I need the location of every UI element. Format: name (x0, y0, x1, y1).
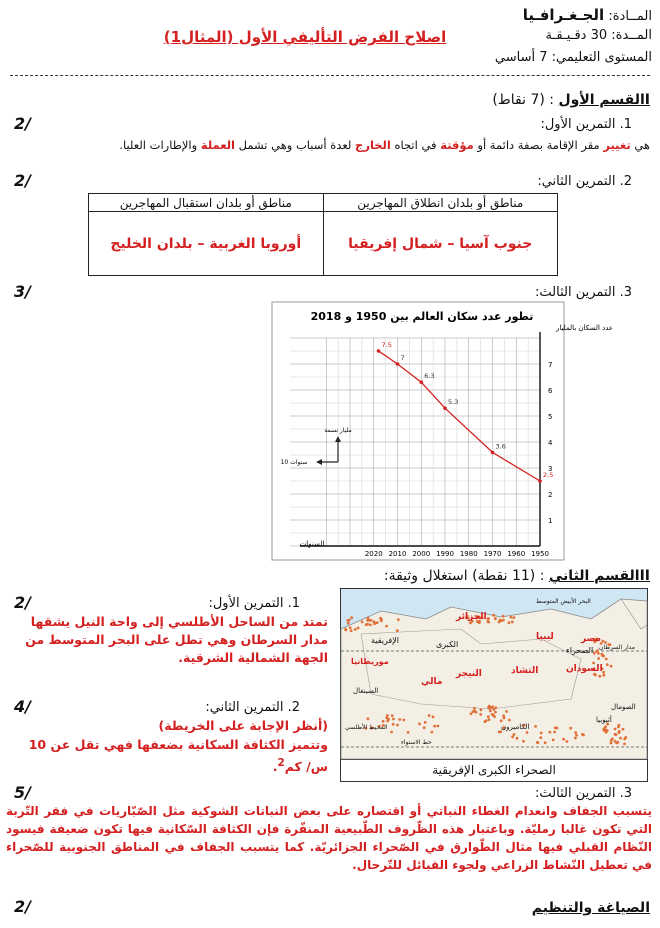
map-label-mali: مالي (421, 677, 443, 687)
map-dot (597, 652, 600, 655)
x-tick-label: 1960 (507, 550, 526, 558)
p1-ex1-title-text: التمرين الأول: (540, 117, 616, 132)
map-dot (407, 731, 410, 734)
map-dot (574, 731, 577, 734)
y-tick-label: 1 (548, 517, 553, 525)
map-dot (539, 736, 542, 739)
p1-ex2-title (332, 174, 632, 189)
map-dot (553, 731, 556, 734)
map-label-sudan: السودان (566, 664, 603, 674)
map-dot (605, 658, 608, 661)
map-dot (487, 617, 490, 620)
scale-x-label: 10 سنوات (280, 459, 308, 466)
x-tick-label: 1990 (436, 550, 454, 558)
part1-points: : (7 نقاط) (492, 92, 555, 108)
map-dot (511, 621, 514, 624)
x-tick-label: 1970 (483, 550, 502, 558)
map-dot (392, 723, 395, 726)
map-dot (480, 709, 483, 712)
africa-map (341, 589, 647, 759)
map-dot (614, 740, 617, 743)
map-dot (493, 715, 496, 718)
map-dot (492, 614, 495, 617)
chart-title: تطور عدد سكان العالم بين 1950 و 2018 (310, 310, 534, 323)
x-tick-label: 2000 (412, 550, 431, 558)
data-point (377, 349, 381, 353)
header-divider (10, 75, 650, 76)
p2-ex3-mark: 5/ (14, 783, 31, 802)
map-dot (350, 629, 353, 632)
level-label: المستوى التعليمي: (551, 50, 652, 65)
map-dot (624, 736, 627, 739)
map-dot (350, 616, 353, 619)
map-dot (380, 620, 383, 623)
map-label-sahara: الصحراء (566, 646, 594, 655)
map-dot (534, 725, 537, 728)
col1-header: مناطق أو بلدان انطلاق المهاجرين (323, 194, 558, 212)
p2-ex2-title-text: التمرين الثاني: (205, 700, 284, 715)
map-dot (505, 710, 508, 713)
map-dot (575, 734, 578, 737)
map-dot (369, 624, 372, 627)
map-label-tropic: مدار السرطان (599, 644, 636, 651)
part3-heading (350, 900, 650, 916)
map-label-algeria: الجزائر (456, 612, 487, 622)
map-label-atlantic: المحيط الأطلسي (345, 724, 388, 731)
p1-ex1-title (332, 117, 632, 132)
map-dot (549, 731, 552, 734)
map-dot (614, 728, 617, 731)
data-label: 7.5 (381, 341, 392, 349)
map-dot (509, 616, 512, 619)
part2-label: IIالقسم الثاني (548, 568, 650, 584)
p1-ex1-num: 1. (619, 117, 632, 132)
map-dot (498, 731, 501, 734)
map-dot (502, 615, 505, 618)
map-dot (574, 737, 577, 740)
population-chart (272, 302, 614, 560)
p2-ex2-text2: وتتميز الكثافة السكانية بضعفها فهي تقل عن 10 س/ كم (28, 737, 328, 775)
p1-ex3-title (332, 285, 632, 300)
map-dot (392, 718, 395, 721)
duration-label: المــدة: (611, 28, 652, 43)
part3-mark: 2/ (14, 897, 31, 916)
map-dot (597, 657, 600, 660)
map-dot (602, 671, 605, 674)
map-dot (605, 731, 608, 734)
map-dot (526, 731, 529, 734)
p1-ex3-mark: 3/ (14, 282, 31, 301)
map-dot (385, 625, 388, 628)
p1-ex1-text-d: لعدة أسباب وهي تشمل (238, 138, 352, 152)
map-dot (581, 733, 584, 736)
map-dot (376, 621, 379, 624)
map-dot (595, 650, 598, 653)
map-dot (347, 622, 350, 625)
map-dot (562, 738, 565, 741)
map-dot (484, 720, 487, 723)
part1-heading (350, 92, 650, 108)
p1-ex1-text-b: مقر الإقامة بصفة دائمة أو (477, 138, 600, 152)
map-dot (361, 621, 364, 624)
p2-ex2-text1: (أنظر الإجابة على الخريطة) (158, 718, 328, 733)
map-dot (602, 655, 605, 658)
map-dot (522, 740, 525, 743)
map-dot (386, 714, 389, 717)
data-point (538, 479, 542, 483)
subject-label: المــادة: (608, 9, 652, 24)
map-dot (602, 674, 605, 677)
map-dot (382, 720, 385, 723)
col2-header: مناطق أو بلدان استقبال المهاجرين (89, 194, 324, 212)
p2-ex1-num: 1. (287, 596, 300, 611)
chart-xlabel: السنوات (299, 540, 325, 548)
map-dot (611, 737, 614, 740)
map-dot (396, 629, 399, 632)
p1-ex2-mark: 2/ (14, 171, 31, 190)
map-dot (390, 731, 393, 734)
map-dot (617, 726, 620, 729)
p2-ex2-text3: . (272, 759, 278, 775)
map-dot (537, 741, 540, 744)
x-tick-label: 2020 (364, 550, 383, 558)
p1-ex1-answer (10, 138, 650, 152)
scale-y-label: مليار نسمة (324, 427, 352, 434)
p1-ex1-kw2: مؤقتة (440, 138, 474, 152)
map-label-chad: التشاد (511, 666, 539, 676)
p2-ex2-title (100, 700, 300, 715)
map-dot (367, 617, 370, 620)
p2-ex2-sup: 2 (277, 757, 285, 769)
map-dot (385, 717, 388, 720)
map-dot (431, 731, 434, 734)
map-dot (610, 665, 613, 668)
data-point (396, 362, 400, 366)
map-dot (396, 724, 399, 727)
map-label-egypt: مصر (581, 634, 602, 644)
page-title: اصلاح الفرض التأليفي الأول (المثال1) (163, 28, 447, 46)
map-label-libya: ليبيا (536, 632, 554, 642)
map-dot (433, 725, 436, 728)
map-dot (619, 737, 622, 740)
migration-table (88, 193, 558, 276)
p1-ex2-num: 2. (619, 174, 632, 189)
map-dot (491, 713, 494, 716)
map-dot (488, 718, 491, 721)
map-dot (489, 710, 492, 713)
part3-label: الصياغة والتنظيم (531, 900, 650, 916)
map-label-ethiopia: أثيوبيا (596, 716, 612, 724)
x-tick-label: 2010 (388, 550, 407, 558)
map-dot (604, 726, 607, 729)
map-label-african: الإفريقية (371, 636, 399, 645)
data-point (419, 380, 423, 384)
p1-ex1-kw1: تغيير (603, 138, 631, 152)
map-dot (540, 732, 543, 735)
map-dot (566, 740, 569, 743)
data-point (491, 451, 495, 455)
map-dot (512, 616, 515, 619)
map-dot (424, 721, 427, 724)
map-dot (622, 728, 625, 731)
y-tick-label: 7 (548, 361, 553, 369)
p1-ex2-title-text: التمرين الثاني: (537, 174, 616, 189)
map-label-niger: النيجر (456, 669, 482, 679)
map-dot (494, 711, 497, 714)
map-dot (500, 719, 503, 722)
map-dot (372, 620, 375, 623)
map-dot (367, 717, 370, 720)
p1-ex1-text-c: في اتجاه (394, 138, 437, 152)
p2-ex3-num: 3. (619, 786, 632, 801)
p2-ex3-title (332, 786, 632, 801)
data-label: 3.6 (495, 442, 506, 451)
map-dot (500, 619, 503, 622)
p2-ex2-mark: 4/ (14, 697, 31, 716)
map-dot (494, 706, 497, 709)
p2-ex1-answer: تمتد من الساحل الأطلسي إلى واحة النيل يشقها مدار السرطان وهي تطل على البحر المتوسط من الجهة الشمالية الشرقية. (25, 614, 328, 665)
p2-ex1-mark: 2/ (14, 593, 31, 612)
map-dot (544, 741, 547, 744)
map-dot (606, 663, 609, 666)
p1-ex3-title-text: التمرين الثالث: (535, 285, 616, 300)
subject-line (392, 6, 652, 24)
map-dot (494, 617, 497, 620)
map-dot (618, 731, 621, 734)
map-label-senegal: السينغال (353, 687, 379, 695)
map-dot (602, 640, 605, 643)
map-dot (516, 737, 519, 740)
map-dot (423, 726, 426, 729)
data-point (443, 406, 447, 410)
map-dot (473, 707, 476, 710)
map-dot (432, 716, 435, 719)
map-caption: الصحراء الكبرى الإفريقية (341, 759, 647, 781)
p2-ex2-num: 2. (287, 700, 300, 715)
map-dot (418, 723, 421, 726)
map-dot (403, 719, 406, 722)
map-dot (610, 742, 613, 745)
y-tick-label: 2 (548, 491, 553, 499)
p2-ex1-title (100, 596, 300, 611)
map-dot (556, 727, 559, 730)
map-dot (487, 715, 490, 718)
part2-points: : (11 نقطة) استغلال وثيقة: (383, 568, 545, 584)
map-dot (508, 621, 511, 624)
map-dot (594, 674, 597, 677)
map-dot (511, 735, 514, 738)
map-label-somalia: الصومال (611, 703, 636, 711)
data-label: 2.5 (543, 471, 554, 479)
p1-ex1-kw4: العملة (200, 138, 235, 152)
map-dot (593, 652, 596, 655)
map-dot (473, 710, 476, 713)
map-dot (502, 714, 505, 717)
map-label-cameroon: الكاميرون (501, 723, 530, 731)
map-dot (348, 619, 351, 622)
p1-ex1-text-a: هي (634, 138, 650, 152)
p1-ex3-num: 3. (619, 285, 632, 300)
y-tick-label: 3 (548, 465, 553, 473)
col2-value: أوروبا الغربية – بلدان الخليج (89, 212, 324, 276)
map-dot (365, 623, 368, 626)
map-dot (614, 733, 617, 736)
p1-ex1-text-e: والإطارات العليا. (119, 138, 198, 152)
map-dot (470, 712, 473, 715)
map-dot (598, 675, 601, 678)
map-dot (398, 718, 401, 721)
p1-ex1-kw3: الخارج (355, 138, 391, 152)
y-tick-label: 5 (548, 413, 553, 421)
p2-ex3-answer: يتسبب الجفاف وانعدام الغطاء النباتي أو اقتصاره على بعض النباتات الشوكية مثل الصّبّاريات في فقر التّربة التي تكون غالبا رمليّة. وباعتبار هذه الظّروف الطّبيعية المنفّرة فإن الكثافة السّكانية فيها تكون ضعيفة فيسود النّظام القبلي فيها مثال الطّوارق في الصّحراء الجزائريّة. كما يتسبب الجفاف في المناطق الجنوبية للصّحراء في تعطيل النّشاط الزراعي ولجوء القبائل للتّرحال. (6, 804, 652, 872)
p2-ex1-title-text: التمرين الأول: (208, 596, 284, 611)
p1-ex1-mark: 2/ (14, 114, 31, 133)
map-dot (508, 719, 511, 722)
col1-value: جنوب آسيا – شمال إفريقيا (323, 212, 558, 276)
map-label-mediterranean: البحر الأبيض المتوسط (536, 598, 591, 605)
map-dot (623, 743, 626, 746)
map-dot (344, 629, 347, 632)
map-figure (340, 588, 648, 782)
map-dot (354, 628, 357, 631)
data-label: 5.3 (448, 398, 459, 407)
duration-value: 30 دقـيـقـة (545, 28, 608, 43)
map-dot (386, 720, 389, 723)
map-dot (349, 626, 352, 629)
chart-ylabel: عدد السكان بالمليار (556, 324, 614, 332)
map-label-great: الكبرى (436, 640, 459, 649)
data-label: 6.3 (424, 372, 435, 381)
p2-ex3-title-text: التمرين الثالث: (535, 786, 616, 801)
map-dot (498, 621, 501, 624)
map-land (341, 599, 647, 759)
x-tick-label: 1950 (531, 550, 549, 558)
map-dot (397, 618, 400, 621)
subject-value: الجـغـرافـيا (522, 6, 605, 24)
map-label-mauritania: موريطانيا (351, 657, 389, 666)
data-label: 7 (400, 354, 405, 362)
p2-ex2-answer (6, 716, 328, 776)
map-dot (552, 739, 555, 742)
map-dot (357, 627, 360, 630)
map-dot (569, 727, 572, 730)
part2-heading (350, 568, 650, 584)
map-dot (488, 705, 491, 708)
map-dot (487, 621, 490, 624)
map-dot (391, 714, 394, 717)
level-value: 7 أساسي (494, 50, 548, 65)
y-tick-label: 4 (548, 439, 553, 447)
y-tick-label: 6 (548, 387, 553, 395)
map-label-equator: خط الاستواء (401, 739, 432, 746)
map-dot (428, 714, 431, 717)
level-line (392, 50, 652, 65)
part1-label: Iالقسم الأول (558, 92, 650, 108)
x-tick-label: 1980 (459, 550, 478, 558)
map-dot (437, 725, 440, 728)
map-dot (479, 713, 482, 716)
